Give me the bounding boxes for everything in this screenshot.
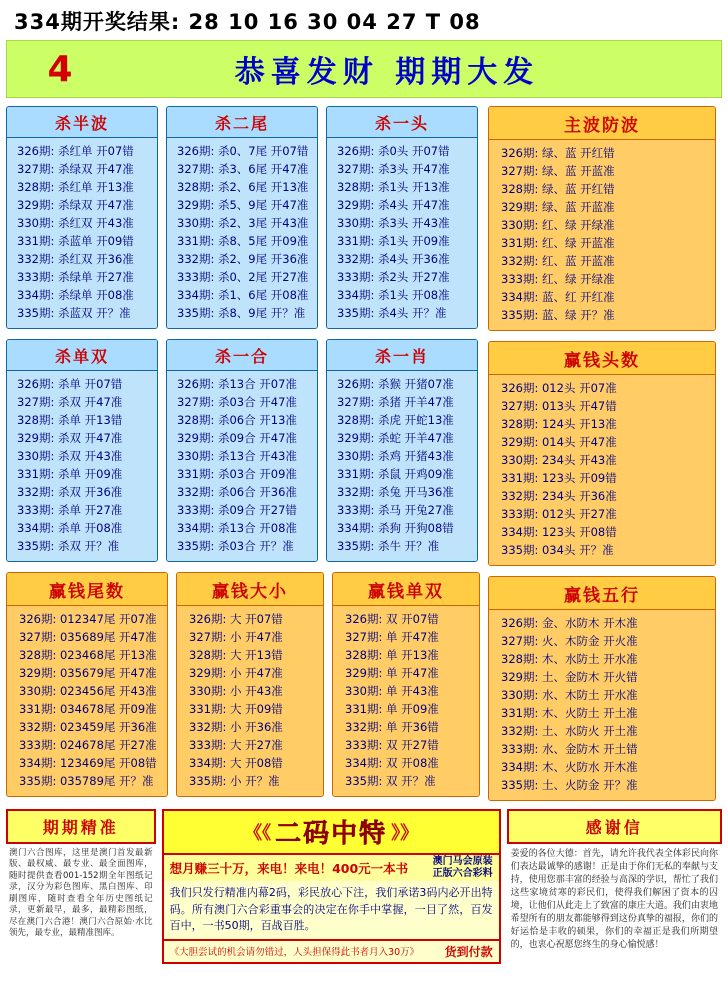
bottom-left-panel xyxy=(6,809,156,964)
bottom-mid-footer xyxy=(162,941,501,964)
banner-number: 4 xyxy=(47,48,73,90)
list-item: 326期: 杀猴 开猪07准 xyxy=(337,377,454,391)
list-item: 334期: 木、火防水 开木准 xyxy=(501,760,638,774)
bottom-mid-footnote: 《大胆尝试的机会请勿错过，人头担保得此书者月入30万》 xyxy=(169,947,420,958)
list-item: 327期: 小 开47准 xyxy=(189,630,283,644)
bottom-left-title: 期期精准 xyxy=(6,809,156,844)
list-item: 331期: 单 开09准 xyxy=(345,702,439,716)
list-item: 327期: 杀3头 开47准 xyxy=(337,162,450,176)
bottom-right-text: 姜爱的各位大德：首先，请允许我代表全体彩民向你们表达最诚挚的感谢！正是由于你们无私的奉献与支持，使用您那丰富的经验与高深的学识，帮忙了我们这些家境贫寒的彩民们，使得我们解困了资本的囚境，让他们从此走上了致富的康庄大道。我们由衷地希望所有的朋友都能够得到这份真挚的福报，你们的好运恰是丰收的硕果，你们的幸福正是我们所期望的，也衷心祝愿您终生的身心愉悦感！ xyxy=(507,844,722,956)
list-item: 335期: 杀8、9尾 开？准 xyxy=(177,306,306,320)
card-ying-qian-dan-shuang xyxy=(332,572,480,797)
list-item: 335期: 034头 开？准 xyxy=(501,543,614,557)
list-item: 327期: 杀双 开47准 xyxy=(17,395,123,409)
list-item: 333期: 024678尾 开27准 xyxy=(19,738,157,752)
bottom-mid-sub-right xyxy=(433,856,493,880)
list-item: 334期: 123469尾 开08错 xyxy=(19,756,157,770)
list-item: 328期: 绿、蓝 开红错 xyxy=(501,182,615,196)
card-title: 赢钱大小 xyxy=(177,573,323,606)
card-ying-qian-da-xiao xyxy=(176,572,324,797)
list-item: 332期: 杀4头 开36准 xyxy=(337,252,450,266)
card-title: 杀单双 xyxy=(7,340,157,371)
card-body xyxy=(489,375,715,565)
card-body xyxy=(7,606,167,796)
list-item: 326期: 杀0、7尾 开07错 xyxy=(177,144,309,158)
list-item: 327期: 杀绿双 开47准 xyxy=(17,162,134,176)
list-item: 327期: 杀猪 开羊47准 xyxy=(337,395,454,409)
list-item: 335期: 蓝、绿 开？准 xyxy=(501,308,615,322)
card-body xyxy=(333,606,479,796)
list-item: 333期: 杀单 开27准 xyxy=(17,503,123,517)
list-item: 334期: 蓝、红 开红准 xyxy=(501,290,615,304)
chevron-left-icon: 《《 xyxy=(244,822,272,844)
list-item: 331期: 123头 开09错 xyxy=(501,471,617,485)
list-item: 329期: 杀4头 开47准 xyxy=(337,198,450,212)
list-item: 326期: 012347尾 开07准 xyxy=(19,612,157,626)
list-item: 333期: 水、金防木 开土错 xyxy=(501,742,638,756)
list-item: 332期: 单 开36错 xyxy=(345,720,439,734)
card-body xyxy=(177,606,323,796)
list-item: 326期: 金、水防木 开木准 xyxy=(501,616,638,630)
list-item: 329期: 单 开47准 xyxy=(345,666,439,680)
brand-line-1: 澳门马会原装 xyxy=(432,856,493,867)
list-item: 332期: 小 开36准 xyxy=(189,720,283,734)
list-item: 328期: 023468尾 开13准 xyxy=(19,648,157,662)
bottom-right-title: 感谢信 xyxy=(507,809,722,844)
list-item: 331期: 杀蓝单 开09错 xyxy=(17,234,134,248)
list-item: 334期: 杀狗 开狗08错 xyxy=(337,521,454,535)
list-item: 332期: 234头 开36准 xyxy=(501,489,617,503)
card-title: 赢钱五行 xyxy=(489,577,715,610)
card-ying-qian-tou-shu xyxy=(488,341,716,566)
list-item: 328期: 杀红单 开13准 xyxy=(17,180,134,194)
list-item: 327期: 035689尾 开47准 xyxy=(19,630,157,644)
list-item: 334期: 杀1、6尾 开08准 xyxy=(177,288,309,302)
list-item: 332期: 023459尾 开36准 xyxy=(19,720,157,734)
list-item: 330期: 单 开43准 xyxy=(345,684,439,698)
left-column xyxy=(6,106,480,807)
list-item: 329期: 杀蛇 开羊47准 xyxy=(337,431,454,445)
list-item: 329期: 035679尾 开47准 xyxy=(19,666,157,680)
list-item: 331期: 杀鼠 开鸡09准 xyxy=(337,467,454,481)
list-item: 326期: 杀红单 开07错 xyxy=(17,144,134,158)
list-item: 330期: 杀3头 开43准 xyxy=(337,216,450,230)
list-item: 332期: 红、蓝 开蓝准 xyxy=(501,254,615,268)
card-body xyxy=(489,610,715,800)
bottom-section xyxy=(6,809,722,964)
list-item: 331期: 红、绿 开蓝准 xyxy=(501,236,615,250)
chevron-right-icon: 》》 xyxy=(391,822,419,844)
card-ying-qian-wei-shu xyxy=(6,572,168,797)
list-item: 328期: 杀1头 开13准 xyxy=(337,180,450,194)
list-item: 327期: 杀03合 开47准 xyxy=(177,395,297,409)
bottom-mid-body: 我们只发行精准内幕2码，彩民放心下注，我们承诺3码内必开出特码。所有澳门六合彩重事会的决定在你手中掌握，一目了然，百发百中，一书50期，百战百胜。 xyxy=(162,881,501,941)
list-item: 326期: 双 开07错 xyxy=(345,612,439,626)
card-title: 赢钱头数 xyxy=(489,342,715,375)
list-item: 328期: 124头 开13准 xyxy=(501,417,617,431)
list-item: 335期: 杀蓝双 开？准 xyxy=(17,306,131,320)
list-item: 332期: 杀兔 开马36准 xyxy=(337,485,454,499)
list-item: 335期: 小 开？准 xyxy=(189,774,280,788)
bottom-mid-pay-label: 货到付款 xyxy=(444,944,493,959)
list-item: 330期: 水、木防土 开水准 xyxy=(501,688,638,702)
list-item: 328期: 杀虎 开蛇13准 xyxy=(337,413,454,427)
right-column xyxy=(488,106,716,801)
list-item: 329期: 小 开47准 xyxy=(189,666,283,680)
list-item: 332期: 杀2、9尾 开36准 xyxy=(177,252,309,266)
card-body xyxy=(7,371,157,561)
card-body xyxy=(167,371,317,561)
card-body xyxy=(489,140,715,330)
card-ying-qian-wu-xing xyxy=(488,576,716,801)
list-item: 331期: 杀单 开09准 xyxy=(17,467,123,481)
list-item: 329期: 014头 开47准 xyxy=(501,435,617,449)
list-item: 330期: 杀2、3尾 开43准 xyxy=(177,216,309,230)
bottom-mid-subrow xyxy=(162,855,501,881)
list-item: 333期: 杀绿单 开27准 xyxy=(17,270,134,284)
list-item: 328期: 单 开13准 xyxy=(345,648,439,662)
list-item: 328期: 木、水防土 开水准 xyxy=(501,652,638,666)
blue-row-1 xyxy=(6,106,480,329)
list-item: 329期: 杀5、9尾 开47准 xyxy=(177,198,309,212)
list-item: 327期: 杀3、6尾 开47准 xyxy=(177,162,309,176)
list-item: 333期: 012头 开27准 xyxy=(501,507,617,521)
card-title: 赢钱尾数 xyxy=(7,573,167,606)
card-title: 杀一头 xyxy=(327,107,477,138)
blue-row-2 xyxy=(6,339,480,562)
brand-line-2: 正版六合彩料 xyxy=(432,868,493,879)
list-item: 335期: 双 开？准 xyxy=(345,774,436,788)
card-title: 主波防波 xyxy=(489,107,715,140)
list-item: 333期: 杀09合 开27错 xyxy=(177,503,297,517)
card-sha-ban-bo xyxy=(6,106,158,329)
card-zhu-bo-fang-bo xyxy=(488,106,716,331)
list-item: 329期: 绿、蓝 开蓝准 xyxy=(501,200,615,214)
card-sha-dan-shuang xyxy=(6,339,158,562)
result-header: 334期开奖结果: 28 10 16 30 04 27 T 08 xyxy=(14,10,481,34)
bottom-right-panel xyxy=(507,809,722,964)
list-item: 330期: 234头 开43准 xyxy=(501,453,617,467)
list-item: 333期: 大 开27准 xyxy=(189,738,283,752)
list-item: 335期: 杀牛 开？准 xyxy=(337,539,440,553)
bottom-mid-header xyxy=(162,809,501,855)
card-sha-yi-he xyxy=(166,339,318,562)
list-item: 330期: 杀13合 开43准 xyxy=(177,449,297,463)
card-sha-er-wei xyxy=(166,106,318,329)
card-sha-yi-xiao xyxy=(326,339,478,562)
list-item: 334期: 大 开08错 xyxy=(189,756,283,770)
list-item: 330期: 杀红双 开43准 xyxy=(17,216,134,230)
card-title: 赢钱单双 xyxy=(333,573,479,606)
card-body xyxy=(327,371,477,561)
list-item: 328期: 杀06合 开13准 xyxy=(177,413,297,427)
list-item: 328期: 杀2、6尾 开13准 xyxy=(177,180,309,194)
list-item: 335期: 杀03合 开？准 xyxy=(177,539,294,553)
list-item: 333期: 杀2头 开27准 xyxy=(337,270,450,284)
list-item: 330期: 杀鸡 开猪43准 xyxy=(337,449,454,463)
bottom-mid-sub-left: 想月赚三十万，来电！来电！400元一本书 xyxy=(169,861,409,876)
list-item: 335期: 土、火防金 开？准 xyxy=(501,778,638,792)
banner-slogan: 恭喜发财 期期大发 xyxy=(234,55,540,90)
orange-row xyxy=(6,572,480,797)
list-item: 328期: 杀单 开13错 xyxy=(17,413,123,427)
bottom-left-text: 澳门六合图库，这里是澳门首发最新版、最权威、最专业、最全面图库，随时提供查看001-152期全年图纸记录，汉分为彩色图库、黑白图库、印刷图库，随时查看全年历史图纸记录，更新最早，最多，最精彩图纸，尽在澳门六合港！澳门六合原始·水比领先，最专业，最精准图库。 xyxy=(6,844,156,944)
list-item: 332期: 杀06合 开36准 xyxy=(177,485,297,499)
list-item: 330期: 023456尾 开43准 xyxy=(19,684,157,698)
list-item: 327期: 绿、蓝 开蓝准 xyxy=(501,164,615,178)
list-item: 329期: 杀09合 开47准 xyxy=(177,431,297,445)
list-item: 332期: 杀红双 开36准 xyxy=(17,252,134,266)
list-item: 330期: 杀双 开43准 xyxy=(17,449,123,463)
list-item: 326期: 大 开07错 xyxy=(189,612,283,626)
list-item: 333期: 红、绿 开绿准 xyxy=(501,272,615,286)
list-item: 331期: 杀8、5尾 开09准 xyxy=(177,234,309,248)
list-item: 326期: 杀单 开07错 xyxy=(17,377,123,391)
bottom-mid-title: 二码中特 xyxy=(275,819,388,849)
list-item: 334期: 双 开08准 xyxy=(345,756,439,770)
list-item: 335期: 杀双 开？准 xyxy=(17,539,120,553)
promo-banner xyxy=(6,40,722,98)
list-item: 328期: 大 开13错 xyxy=(189,648,283,662)
list-item: 335期: 杀4头 开？准 xyxy=(337,306,447,320)
list-item: 334期: 杀1头 开08准 xyxy=(337,288,450,302)
list-item: 331期: 杀1头 开09准 xyxy=(337,234,450,248)
card-sha-yi-tou xyxy=(326,106,478,329)
list-item: 326期: 012头 开07准 xyxy=(501,381,617,395)
list-item: 329期: 杀绿双 开47准 xyxy=(17,198,134,212)
list-item: 333期: 双 开27错 xyxy=(345,738,439,752)
card-body xyxy=(167,138,317,328)
list-item: 330期: 小 开43准 xyxy=(189,684,283,698)
list-item: 327期: 013头 开47错 xyxy=(501,399,617,413)
card-title: 杀二尾 xyxy=(167,107,317,138)
card-body xyxy=(7,138,157,328)
list-item: 334期: 杀绿单 开08准 xyxy=(17,288,134,302)
list-item: 334期: 杀13合 开08准 xyxy=(177,521,297,535)
list-item: 326期: 杀13合 开07准 xyxy=(177,377,297,391)
card-body xyxy=(327,138,477,328)
list-item: 333期: 杀0、2尾 开27准 xyxy=(177,270,309,284)
bottom-mid-panel xyxy=(162,809,501,964)
list-item: 335期: 035789尾 开？准 xyxy=(19,774,154,788)
list-item: 334期: 123头 开08错 xyxy=(501,525,617,539)
list-item: 332期: 土、水防火 开土准 xyxy=(501,724,638,738)
list-item: 331期: 木、火防土 开土准 xyxy=(501,706,638,720)
main-columns xyxy=(6,106,722,807)
card-title: 杀一合 xyxy=(167,340,317,371)
list-item: 334期: 杀单 开08准 xyxy=(17,521,123,535)
list-item: 327期: 火、木防金 开火准 xyxy=(501,634,638,648)
list-item: 329期: 土、金防木 开火错 xyxy=(501,670,638,684)
card-title: 杀半波 xyxy=(7,107,157,138)
list-item: 326期: 绿、蓝 开红错 xyxy=(501,146,615,160)
list-item: 326期: 杀0头 开07错 xyxy=(337,144,450,158)
list-item: 333期: 杀马 开兔27准 xyxy=(337,503,454,517)
list-item: 331期: 大 开09错 xyxy=(189,702,283,716)
list-item: 331期: 034678尾 开09准 xyxy=(19,702,157,716)
list-item: 331期: 杀03合 开09准 xyxy=(177,467,297,481)
list-item: 327期: 单 开47准 xyxy=(345,630,439,644)
list-item: 329期: 杀双 开47准 xyxy=(17,431,123,445)
list-item: 330期: 红、绿 开绿准 xyxy=(501,218,615,232)
card-title: 杀一肖 xyxy=(327,340,477,371)
list-item: 332期: 杀双 开36准 xyxy=(17,485,123,499)
